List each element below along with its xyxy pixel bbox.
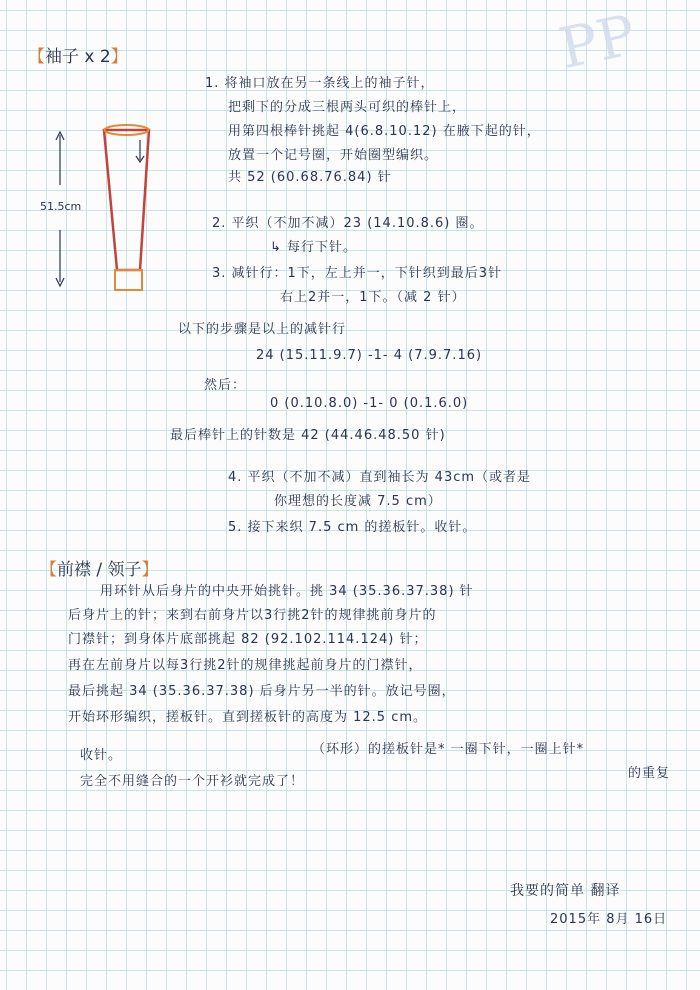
- sleeve-step-1-line-3: 用第四根棒针挑起 4(6.8.10.12) 在腋下起的针，: [228, 124, 541, 139]
- sleeve-section-title: 【袖子 x 2】: [28, 47, 128, 67]
- front-bind-off: 收针。: [80, 748, 123, 763]
- sleeve-repeat-then: 然后：: [204, 378, 247, 393]
- sleeve-step-2-note: ↳ 每行下针。: [270, 240, 358, 255]
- front-finish: 完全不用缝合的一个开衫就完成了！: [80, 774, 305, 789]
- front-garter-note-end: 的重复: [628, 766, 671, 781]
- sleeve-repeat-line-1: 24 (15.11.9.7) -1- 4 (7.9.7.16): [256, 348, 483, 363]
- sleeve-step-1-line-1: 1. 将袖口放在另一条线上的袖子针，: [205, 76, 435, 91]
- front-line-3: 门襟针；到身体片底部挑起 82 (92.102.114.124) 针；: [68, 632, 428, 647]
- sleeve-diagram: [30, 110, 170, 310]
- signature-name: 我要的简单 翻译: [510, 883, 621, 899]
- front-section-title: 【前襟 / 领子】: [40, 560, 159, 580]
- sleeve-step-3-line-1: 3. 减针行：1下，左上并一，下针织到最后3针: [212, 266, 503, 281]
- front-line-4: 再在左前身片以每3行挑2针的规律挑起前身片的门襟针，: [68, 658, 423, 673]
- front-title-text: 前襟 / 领子: [57, 560, 142, 580]
- front-garter-note: （环形）的搓板针是* 一圈下针，一圈上针*: [312, 742, 585, 757]
- sleeve-step-2: 2. 平织（不加不减）23 (14.10.8.6) 圈。: [212, 216, 484, 231]
- sleeve-step-5: 5. 接下来织 7.5 cm 的搓板针。收针。: [228, 520, 477, 535]
- sleeve-title-text: 袖子 x 2: [45, 47, 111, 67]
- sleeve-step-4-line-2: 你理想的长度减 7.5 cm）: [274, 494, 442, 509]
- sleeve-step-1-line-5: 共 52 (60.68.76.84) 针: [228, 170, 392, 185]
- sleeve-final-count: 最后棒针上的针数是 42 (44.46.48.50 针): [170, 428, 446, 443]
- sleeve-repeat-line-2: 0 (0.10.8.0) -1- 0 (0.1.6.0): [270, 396, 469, 411]
- front-line-5: 最后挑起 34 (35.36.37.38) 后身片另一半的针。放记号圈，: [68, 684, 456, 699]
- front-line-2: 后身片上的针；来到右前身片以3行挑2针的规律挑前身片的: [68, 608, 437, 623]
- sleeve-repeat-intro: 以下的步骤是以上的减针行: [178, 322, 347, 337]
- watermark-stamp: PP: [554, 2, 642, 83]
- front-line-6: 开始环形编织，搓板针。直到搓板针的高度为 12.5 cm。: [68, 710, 428, 725]
- front-line-1: 用环针从后身片的中央开始挑针。挑 34 (35.36.37.38) 针: [100, 584, 474, 599]
- signature-date: 2015年 8月 16日: [550, 912, 668, 927]
- sleeve-step-3-line-2: 右上2并一，1下。（减 2 针）: [280, 290, 466, 305]
- sleeve-step-4-line-1: 4. 平织（不加不减）直到袖长为 43cm（或者是: [228, 470, 532, 485]
- sleeve-step-1-line-4: 放置一个记号圈，开始圈型编织。: [228, 148, 439, 163]
- sleeve-length-label: 51.5cm: [40, 200, 82, 213]
- sleeve-step-1-line-2: 把剩下的分成三根两头可织的棒针上，: [228, 100, 467, 115]
